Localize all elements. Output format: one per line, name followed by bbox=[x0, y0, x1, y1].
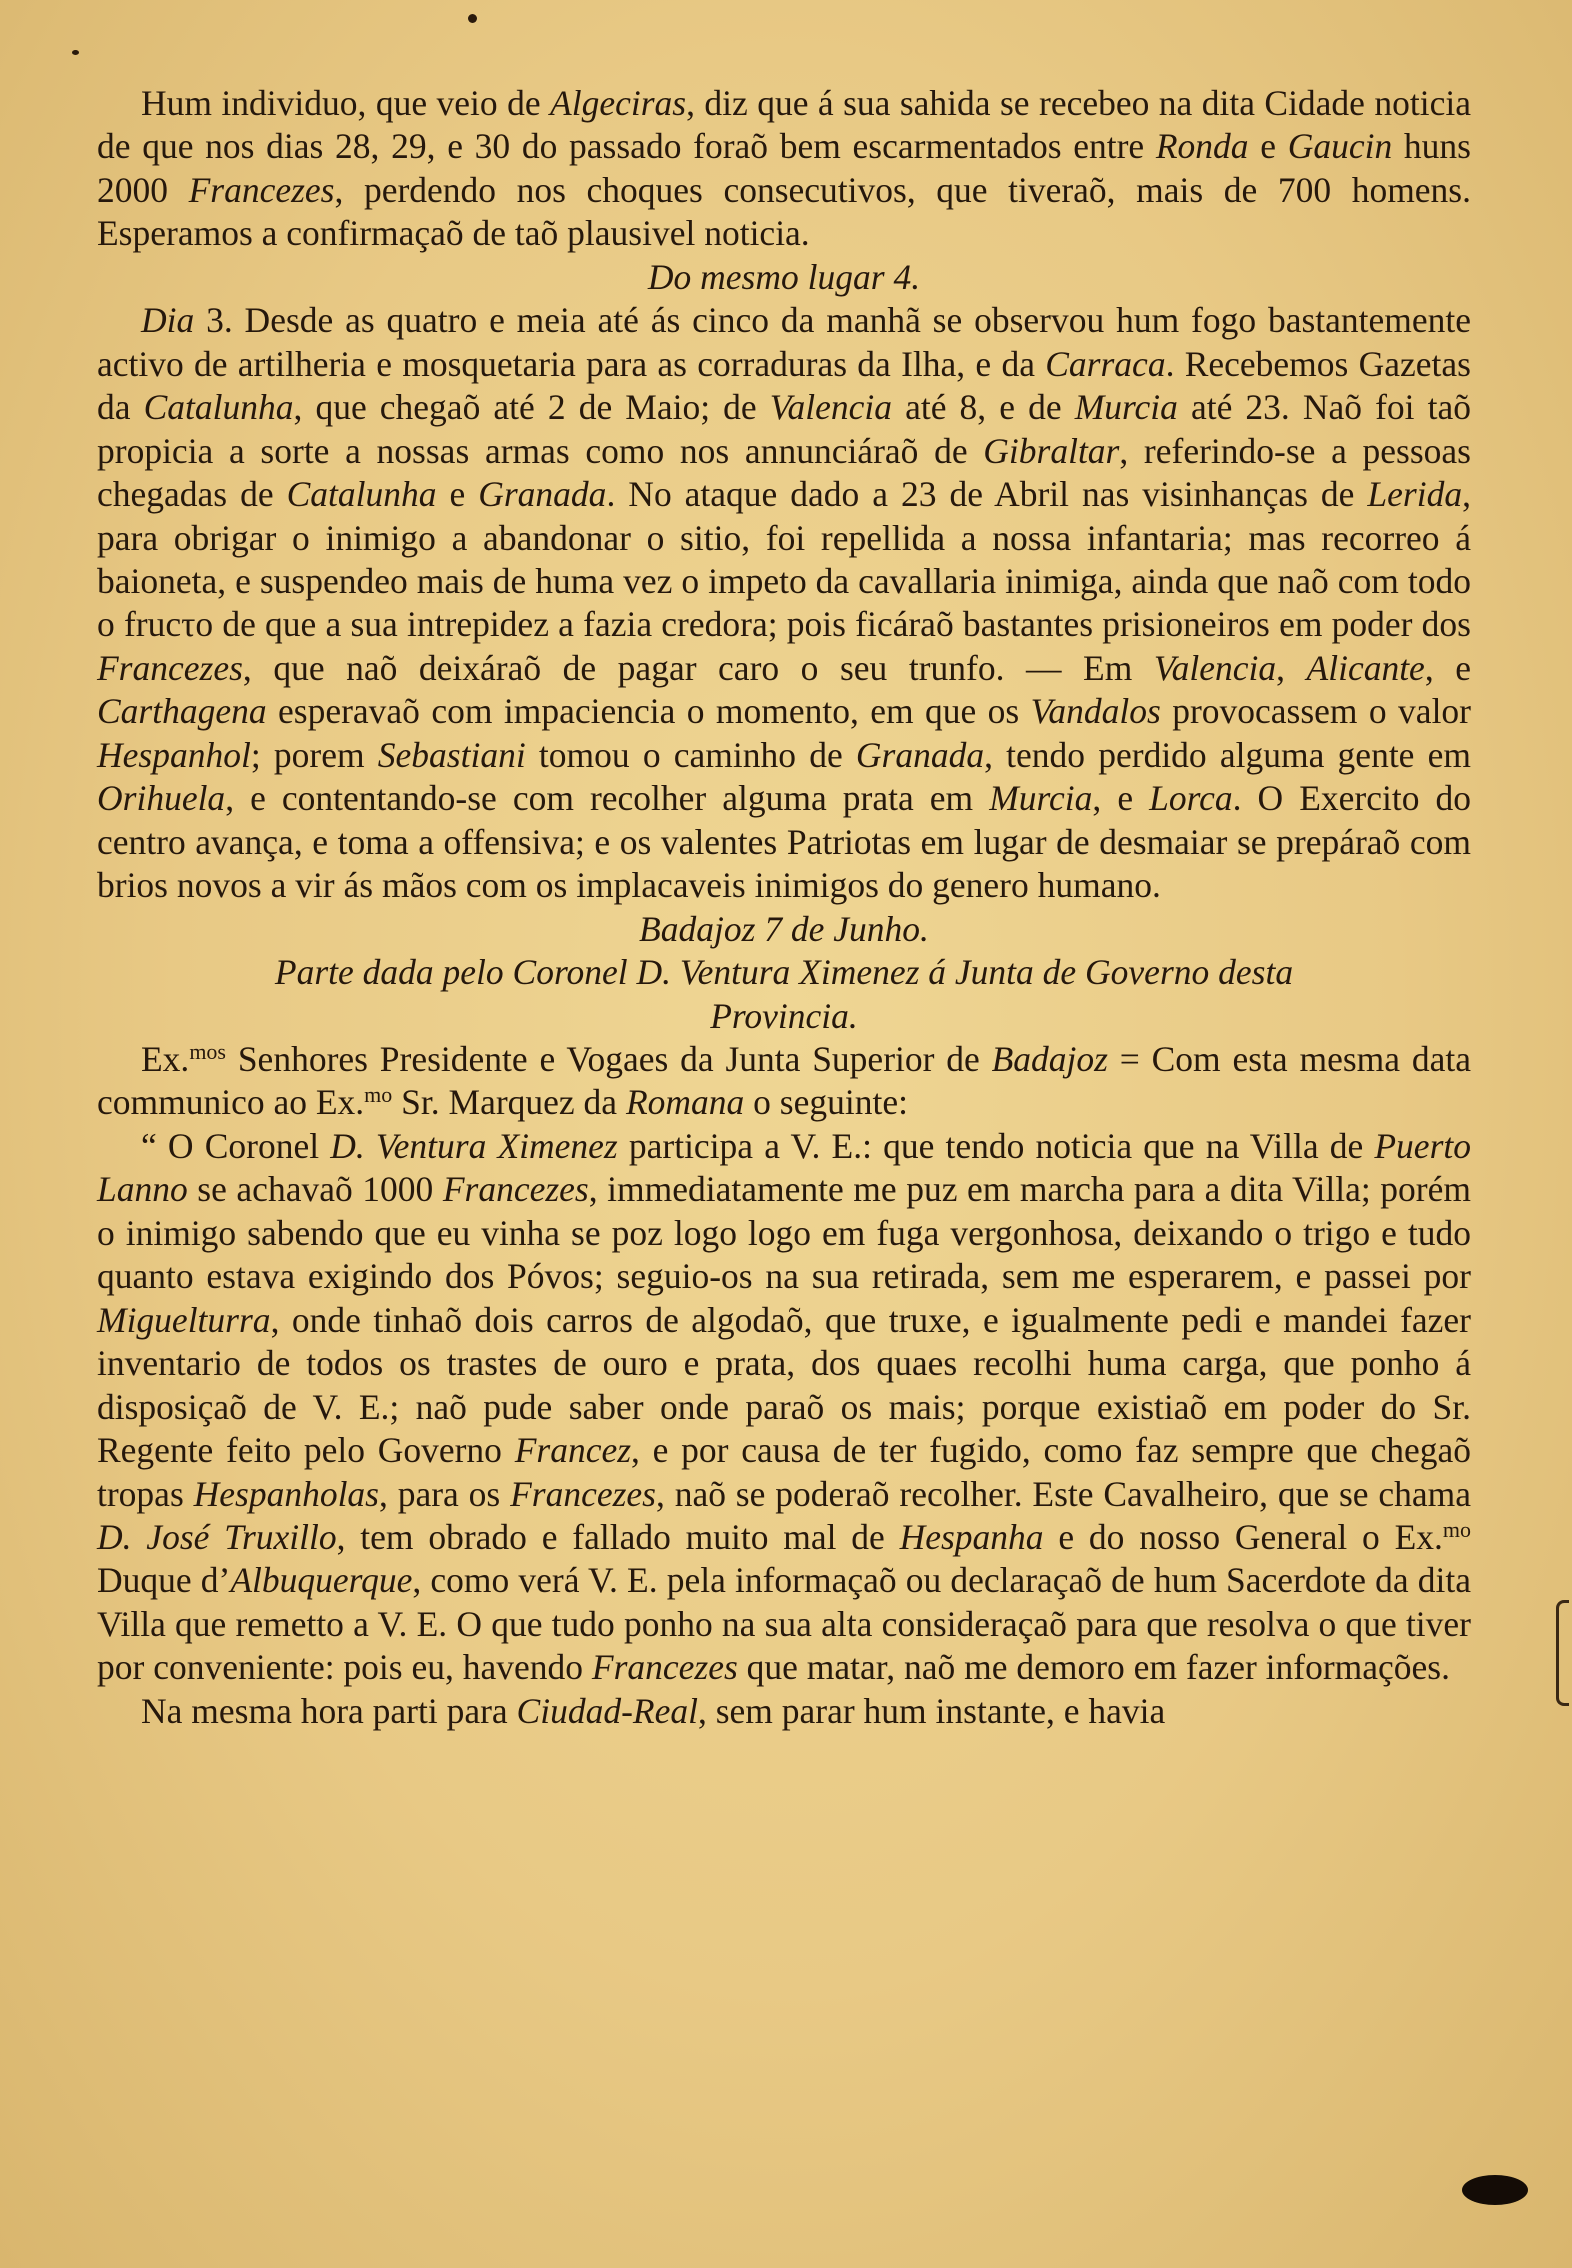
binding-bracket bbox=[1556, 1600, 1569, 1706]
dateline-do-mesmo-lugar: Do mesmo lugar 4. bbox=[647, 256, 921, 297]
paragraph-ciudad-real: Na mesma hora parti para Ciudad-Real, sem parar hum instante, e havia bbox=[141, 1690, 1166, 1731]
dateline-badajoz: Badajoz 7 de Junho. bbox=[639, 908, 929, 949]
heading-parte-dada: Parte dada pelo Coronel D. Ventura Ximenez á Junta de Governo desta bbox=[274, 952, 1294, 993]
ink-blot bbox=[1462, 2175, 1528, 2205]
paragraph-algeciras: Hum individuo, que veio de Algeciras, diz que á sua sahida se recebeo na dita Cidade noticia de que nos dias 28, 29, e 30 do passado foraõ bem escarmentados entre Ronda e Gaucin huns 2000 Francezes, perdendo nos choques consecutivos, que tiveraõ, mais de 700 homens. Esperamos a confirmaçaõ de taõ plausivel noticia. bbox=[97, 83, 1471, 254]
article-body bbox=[97, 82, 1471, 1733]
ink-speck bbox=[468, 14, 477, 23]
paragraph-dia-3: Dia 3. Desde as quatro e meia até ás cinco da manhã se observou hum fogo bastantemente activo de artilheria e mosquetaria para as corraduras da Ilha, e da Carraca. Recebemos Gazetas da Catalunha, que chegaõ até 2 de Maio; de Valencia até 8, e de Murcia até 23. Naõ foi taõ propicia a sorte a nossas armas como nos annunciáraõ de Gibraltar, referindo-se a pessoas chegadas de Catalunha e Granada. No ataque dado a 23 de Abril nas visinhanças de Lerida, para obrigar o inimigo a abandonar o sitio, foi repellida a nossa infantaria; mas recorreo á baioneta, e suspendeo mais de huma vez o impeto da cavallaria inimiga, ainda que naõ com todo o frucτo de que a sua intrepidez a fazia credora; pois ficáraõ bastantes prisioneiros em poder dos Francezes, que naõ deixáraõ de pagar caro o seu trunfo. — Em Valencia, Alicante, e Carthagena esperavaõ com impaciencia o momento, em que os Vandalos provocassem o valor Hespanhol; porem Sebastiani tomou o caminho de Granada, tendo perdido alguma gente em Orihuela, e contentando-se com recolher alguma prata em Murcia, e Lorca. O Exercito do centro avança, e toma a offensiva; e os valentes Patriotas em lugar de desmaiar se prepáraõ com brios novos a vir ás mãos com os implacaveis inimigos do genero humano. bbox=[97, 300, 1472, 906]
heading-provincia: Provincia. bbox=[710, 995, 858, 1036]
paragraph-ex-mos: Ex.$^{mos}$ Senhores Presidente e Vogaes da Junta Superior de Badajoz = Com esta mesma data communico ao Ex.$^{mo}$ Sr. Marquez da Romana o seguinte: bbox=[97, 1038, 1471, 1123]
paragraph-coronel-report: “ O Coronel D. Ventura Ximenez participa a V. E.: que tendo noticia que na Villa de Puerto Lanno se achavaõ 1000 Francezes, immediatamente me puz em marcha para a dita Villa; porém o inimigo sabendo que eu vinha se poz logo logo em fuga vergonhosa, deixando o trigo e tudo quanto estava exigindo dos Póvos; seguio-os na sua retirada, sem me esperarem, e passei por Miguelturra, onde tinhaõ dois carros de algodaõ, que truxe, e igualmente pedi e mandei fazer inventario de todos os trastes de ouro e prata, dos quaes recolhi huma carga, que ponho á disposiçaõ de V. E.; naõ pude saber onde paraõ os mais; porque existiaõ em poder do Sr. Regente feito pelo Governo Francez, e por causa de ter fugido, como faz sempre que chegaõ tropas Hespanholas, para os Francezes, naõ se poderaõ recolher. Este Cavalheiro, que se chama D. José Truxillo, tem obrado e fallado muito mal de Hespanha e do nosso General o Ex.$^{mo}$ Duque d’Albuquerque, como verá V. E. pela informaçaõ ou declaraçaõ de hum Sacerdote da dita Villa que remetto a V. E. O que tudo ponho na sua alta consideraçaõ para que resolva o que tiver por conveniente: pois eu, havendo Francezes que matar, naõ me demoro em fazer informações. bbox=[97, 1125, 1472, 1688]
ink-speck bbox=[72, 50, 79, 55]
